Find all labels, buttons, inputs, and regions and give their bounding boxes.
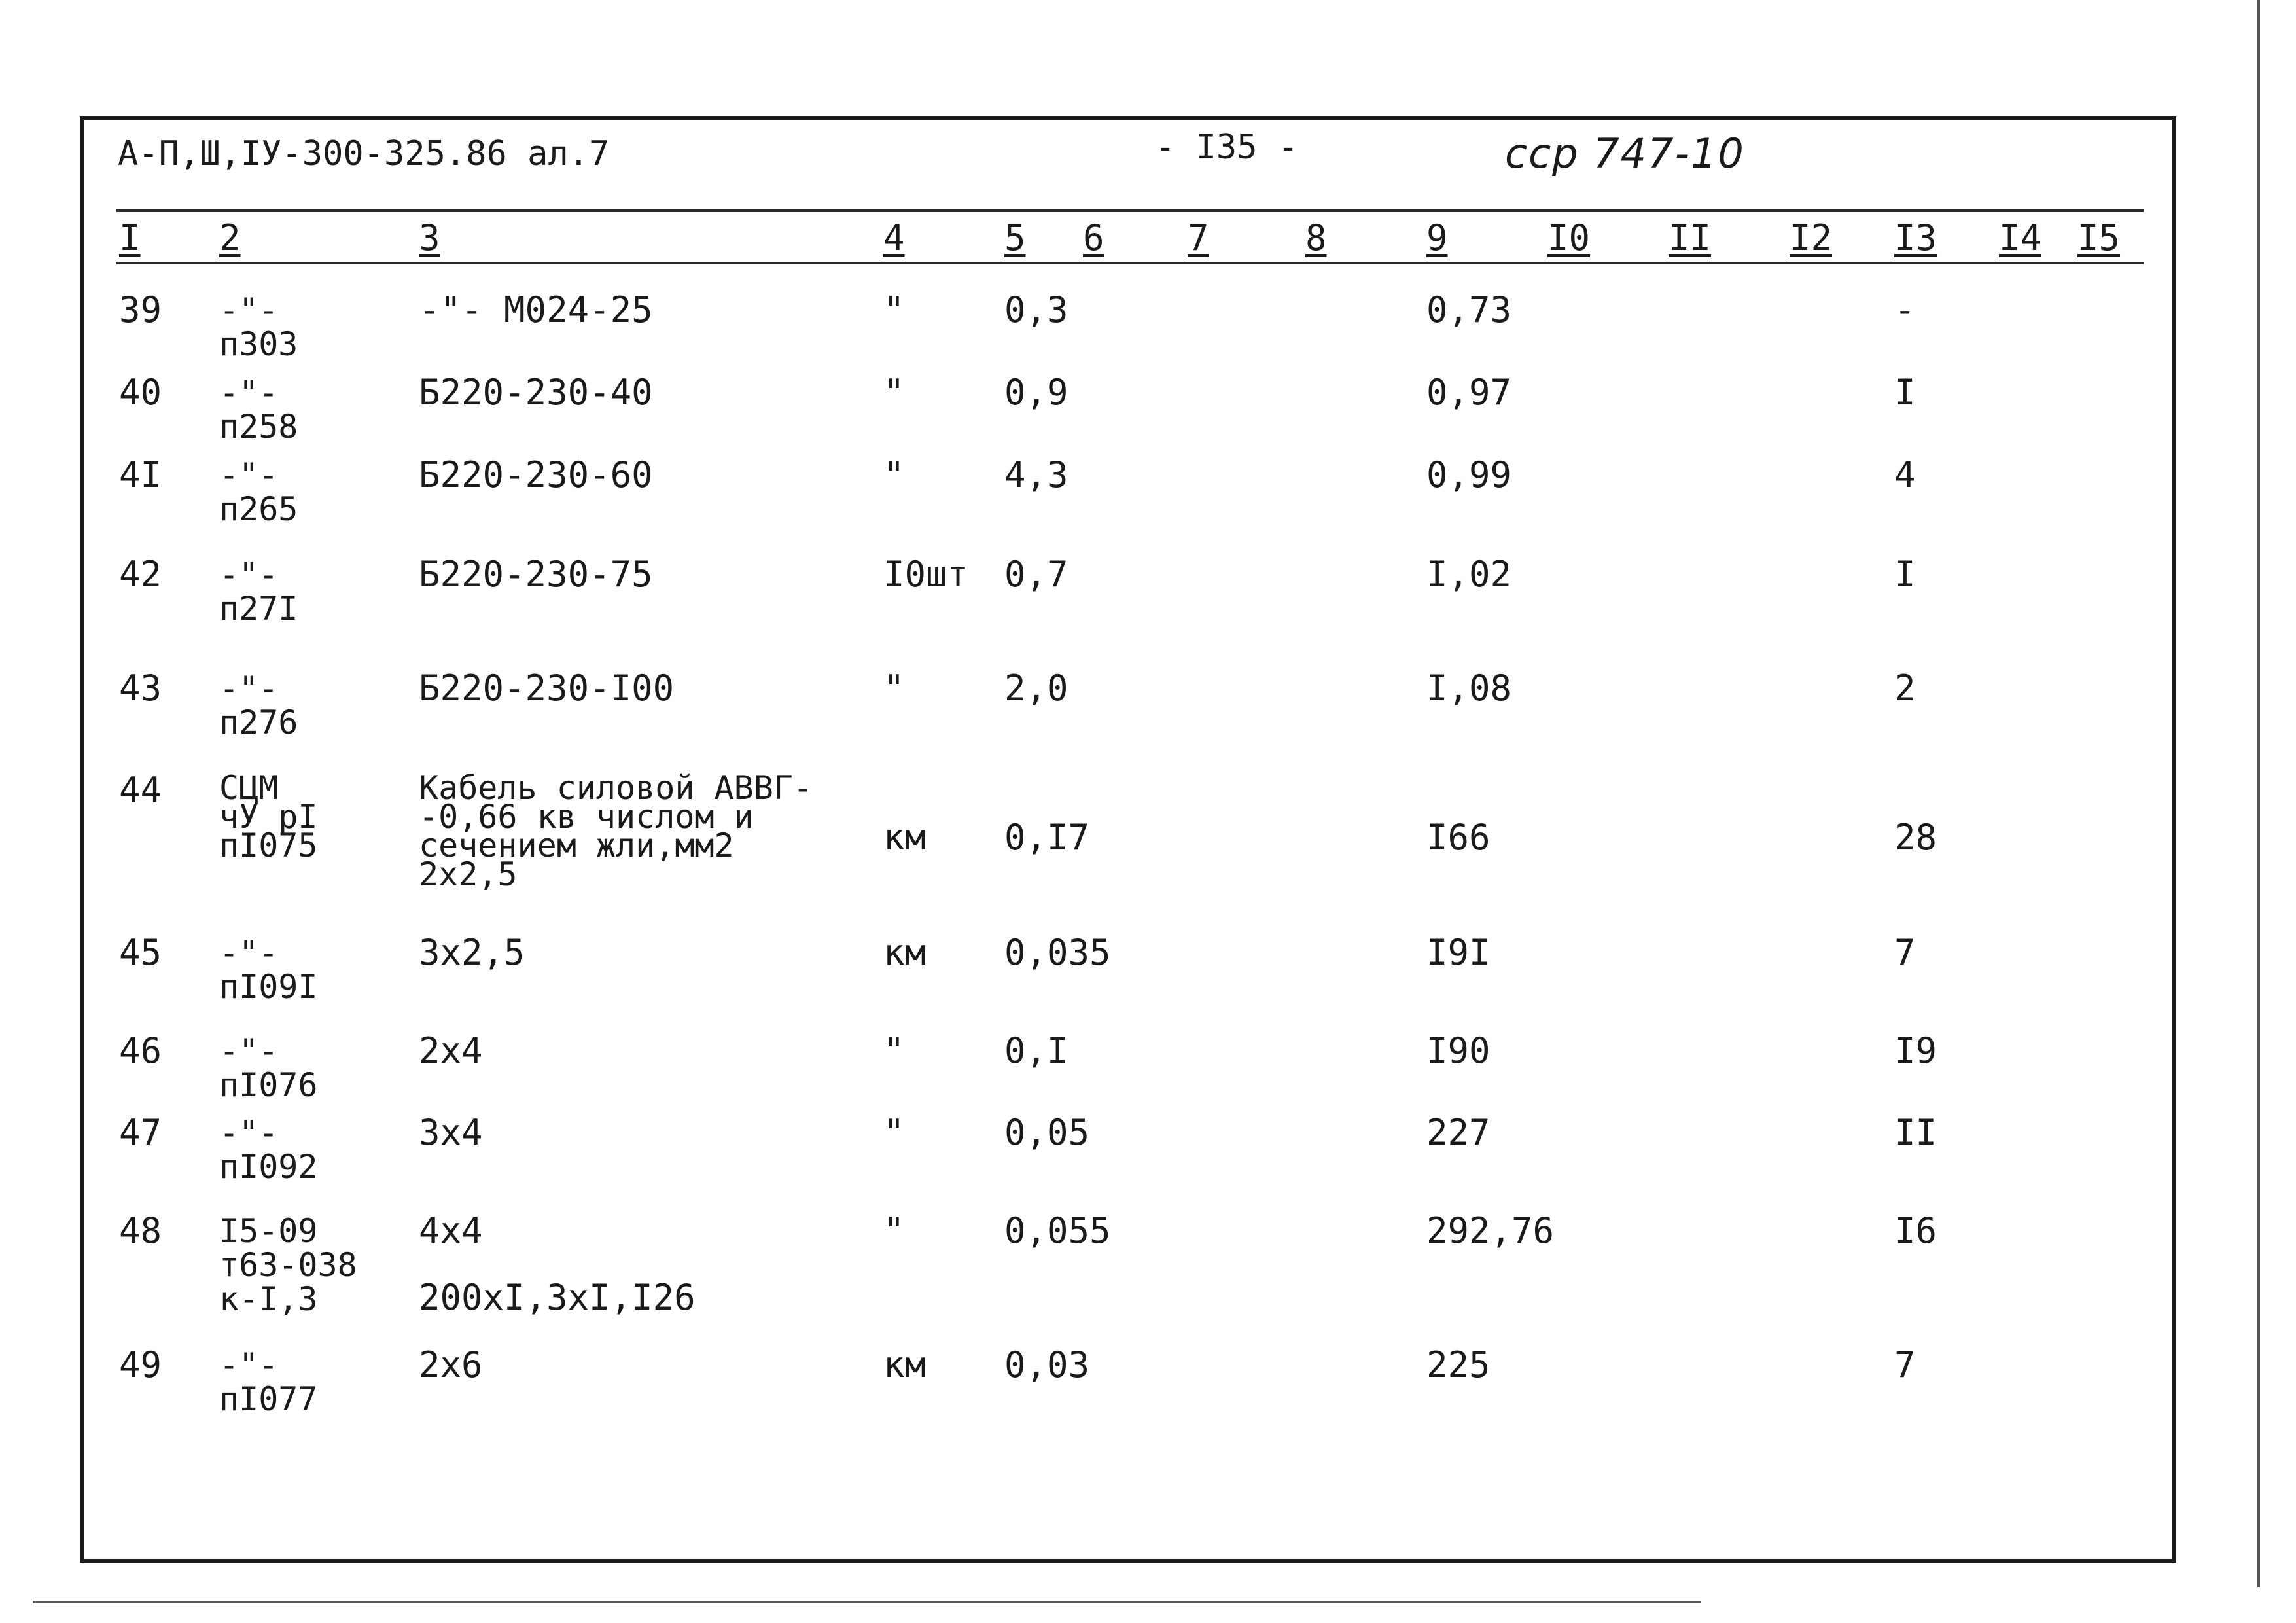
unit: км — [883, 1344, 927, 1385]
row-number: 4I — [119, 454, 162, 495]
column-number: I2 — [1790, 217, 1833, 259]
item-name: Б220-230-75 — [419, 554, 653, 595]
resource-code: -"- п265 — [219, 456, 298, 528]
resource-code: -"- п276 — [219, 669, 298, 741]
item-name: 3х4 — [419, 1112, 483, 1153]
page-number: - I35 - — [1155, 128, 1299, 167]
unit: км — [883, 932, 927, 973]
column-number: I3 — [1894, 217, 1937, 259]
unit-price: I9I — [1426, 932, 1491, 973]
column-13-value: 7 — [1894, 1344, 1916, 1385]
header-rule-top — [116, 209, 2144, 212]
column-number: I5 — [2077, 217, 2121, 259]
quantity: 0,055 — [1004, 1210, 1111, 1251]
item-name-extra: 200хI,3хI,I26 — [419, 1277, 696, 1318]
unit: " — [883, 372, 905, 413]
resource-code: -"- пI076 — [219, 1032, 318, 1104]
page-frame — [80, 116, 2176, 1563]
row-number: 48 — [119, 1210, 162, 1251]
quantity: 0,035 — [1004, 932, 1111, 973]
row-number: 44 — [119, 770, 162, 811]
column-number: I0 — [1547, 217, 1591, 259]
unit: " — [883, 668, 905, 709]
column-number: 5 — [1004, 217, 1026, 259]
resource-code: -"- п303 — [219, 291, 298, 363]
column-number: 7 — [1188, 217, 1209, 259]
row-number: 45 — [119, 932, 162, 973]
column-13-value: I9 — [1894, 1030, 1937, 1071]
unit: I0шт — [883, 554, 969, 595]
unit-price: I90 — [1426, 1030, 1491, 1071]
column-number: I4 — [1999, 217, 2042, 259]
row-number: 43 — [119, 668, 162, 709]
document-reference: А-П,Ш,IУ-300-325.86 ал.7 — [118, 134, 610, 173]
column-number: 3 — [419, 217, 440, 259]
unit: " — [883, 1112, 905, 1153]
unit-price: 227 — [1426, 1112, 1491, 1153]
handwritten-index: сср 747-10 — [1505, 130, 1745, 177]
resource-code: -"- пI092 — [219, 1114, 318, 1186]
quantity: 0,7 — [1004, 554, 1069, 595]
column-number: II — [1669, 217, 1712, 259]
unit-price: 0,73 — [1426, 289, 1512, 330]
item-name: 3х2,5 — [419, 932, 525, 973]
unit: км — [883, 817, 927, 858]
resource-code: -"- пI09I — [219, 934, 318, 1006]
column-13-value: 28 — [1894, 817, 1937, 858]
resource-code: I5-09 т63-038 к-I,3 — [219, 1212, 357, 1318]
unit-price: 0,97 — [1426, 372, 1512, 413]
unit: " — [883, 1210, 905, 1251]
unit-price: I,02 — [1426, 554, 1512, 595]
unit: " — [883, 1030, 905, 1071]
unit-price: 292,76 — [1426, 1210, 1555, 1251]
resource-code: -"- п27I — [219, 556, 298, 628]
column-13-value: II — [1894, 1112, 1937, 1153]
unit: " — [883, 454, 905, 495]
item-name: -"- М024-25 — [419, 289, 653, 330]
item-name: Кабель силовой АВВГ- -0,66 кв числом и сечением жли,мм2 2х2,5 — [419, 769, 813, 893]
scan-edge-right — [2257, 0, 2260, 1587]
resource-code: -"- п258 — [219, 374, 298, 446]
column-number: 4 — [883, 217, 905, 259]
quantity: 0,I — [1004, 1030, 1069, 1071]
row-number: 42 — [119, 554, 162, 595]
column-13-value: 7 — [1894, 932, 1916, 973]
item-name: 4х4 — [419, 1210, 483, 1251]
column-13-value: - — [1894, 289, 1916, 330]
column-13-value: I — [1894, 554, 1916, 595]
resource-code: СЦМ чУ рI пI075 — [219, 769, 318, 865]
column-number: I — [119, 217, 141, 259]
unit-price: I,08 — [1426, 668, 1512, 709]
column-number: 6 — [1083, 217, 1104, 259]
quantity: 0,3 — [1004, 289, 1069, 330]
column-number: 8 — [1305, 217, 1327, 259]
quantity: 2,0 — [1004, 668, 1069, 709]
scan-edge-bottom — [33, 1601, 1701, 1603]
column-13-value: 2 — [1894, 668, 1916, 709]
item-name: 2х6 — [419, 1344, 483, 1385]
row-number: 47 — [119, 1112, 162, 1153]
column-13-value: 4 — [1894, 454, 1916, 495]
quantity: 0,I7 — [1004, 817, 1090, 858]
unit: " — [883, 289, 905, 330]
header-rule-bottom — [116, 262, 2144, 264]
item-name: Б220-230-40 — [419, 372, 653, 413]
column-number: 9 — [1426, 217, 1448, 259]
unit-price: 225 — [1426, 1344, 1491, 1385]
column-number: 2 — [219, 217, 241, 259]
row-number: 46 — [119, 1030, 162, 1071]
resource-code: -"- пI077 — [219, 1346, 318, 1418]
item-name: Б220-230-I00 — [419, 668, 675, 709]
quantity: 0,05 — [1004, 1112, 1090, 1153]
quantity: 0,9 — [1004, 372, 1069, 413]
item-name: Б220-230-60 — [419, 454, 653, 495]
unit-price: I66 — [1426, 817, 1491, 858]
row-number: 49 — [119, 1344, 162, 1385]
column-13-value: I — [1894, 372, 1916, 413]
quantity: 0,03 — [1004, 1344, 1090, 1385]
unit-price: 0,99 — [1426, 454, 1512, 495]
item-name: 2х4 — [419, 1030, 483, 1071]
quantity: 4,3 — [1004, 454, 1069, 495]
row-number: 39 — [119, 289, 162, 330]
column-13-value: I6 — [1894, 1210, 1937, 1251]
row-number: 40 — [119, 372, 162, 413]
